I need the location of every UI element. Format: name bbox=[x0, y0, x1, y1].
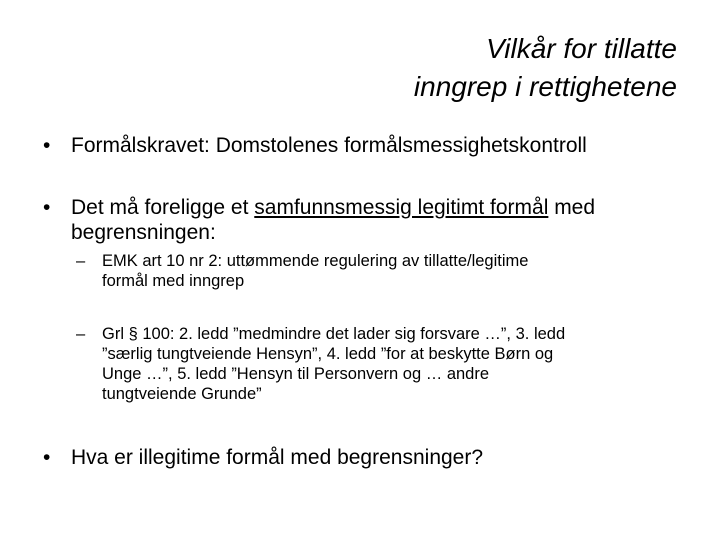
bullet-2-line-1 bbox=[71, 195, 595, 220]
slide-title-line-2: inngrep i rettighetene bbox=[413, 71, 677, 102]
slide-title bbox=[414, 30, 677, 106]
bullet-1 bbox=[43, 133, 587, 158]
bullet-3 bbox=[43, 445, 483, 470]
bullet-2-pre: Det må foreligge et bbox=[71, 196, 255, 219]
sub-bullet-2-line-4: tungtveiende Grunde” bbox=[102, 385, 262, 403]
sub-bullet-2-line-3: Unge …”, 5. ledd ”Hensyn til Personvern og … andre bbox=[102, 365, 490, 383]
bullet-2-marker: • bbox=[43, 196, 51, 219]
bullet-2-line-2: begrensningen: bbox=[71, 221, 216, 244]
sub-bullet-1-line-1: EMK art 10 nr 2: uttømmende regulering av tillatte/legitime bbox=[102, 252, 529, 270]
sub-bullet-2-line-2: ”særlig tungtveiende Hensyn”, 4. ledd ”for at beskytte Børn og bbox=[102, 345, 554, 363]
sub-bullet-2-marker: – bbox=[76, 325, 86, 343]
bullet-2-post: med bbox=[548, 196, 596, 219]
bullet-3-marker: • bbox=[43, 446, 51, 469]
bullet-2-text bbox=[71, 195, 595, 245]
bullet-2-underlined: samfunnsmessig legitimt formål bbox=[254, 196, 549, 219]
bullet-3-text: Hva er illegitime formål med begrensninger? bbox=[71, 446, 484, 469]
bullet-1-marker: • bbox=[43, 134, 51, 157]
sub-bullet-1-line-2: formål med inngrep bbox=[102, 272, 245, 290]
sub-bullet-1 bbox=[76, 251, 528, 291]
sub-bullet-2 bbox=[76, 324, 565, 404]
sub-bullet-1-marker: – bbox=[76, 252, 86, 270]
bullet-1-text: Formålskravet: Domstolenes formålsmessighetskontroll bbox=[71, 134, 587, 157]
slide-title-line-1: Vilkår for tillatte bbox=[486, 33, 677, 64]
sub-bullet-2-text bbox=[102, 324, 565, 404]
sub-bullet-2-line-1: Grl § 100: 2. ledd ”medmindre det lader sig forsvare …”, 3. ledd bbox=[102, 325, 566, 343]
sub-bullet-1-text bbox=[102, 251, 528, 291]
bullet-2 bbox=[43, 195, 595, 245]
